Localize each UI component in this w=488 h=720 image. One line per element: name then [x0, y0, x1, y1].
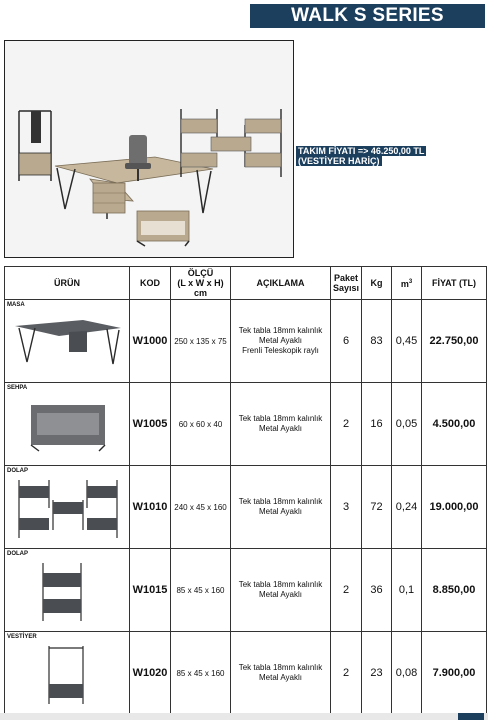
series-title-banner [250, 4, 485, 28]
table-header-row [5, 267, 487, 300]
header-volume [392, 267, 422, 300]
coat-stand-thumbnail [13, 644, 123, 706]
table-row [5, 383, 487, 466]
weight-kg: 72 [362, 466, 392, 549]
package-count: 3 [331, 466, 362, 549]
product-code: W1010 [130, 466, 171, 549]
product-dimensions: 60 x 60 x 40 [171, 383, 231, 466]
series-title: WALK S SERIES [291, 5, 444, 26]
table-row [5, 549, 487, 632]
product-code: W1020 [130, 632, 171, 715]
volume-m3: 0,24 [392, 466, 422, 549]
product-code: W1015 [130, 549, 171, 632]
description-line: Frenli Teleskopik raylı [242, 346, 319, 355]
description-line: Tek tabla 18mm kalınlık [238, 414, 323, 423]
weight-kg: 16 [362, 383, 392, 466]
product-dimensions: 250 x 135 x 75 [171, 300, 231, 383]
product-code: W1000 [130, 300, 171, 383]
table-row [5, 300, 487, 383]
set-price-note [296, 146, 446, 166]
product-description [231, 300, 331, 383]
cabinet-thumbnail [13, 561, 123, 623]
page-number-tab [458, 713, 484, 720]
header-description: AÇIKLAMA [231, 267, 331, 300]
description-line: Metal Ayaklı [259, 424, 302, 433]
product-name: SEHPA [7, 385, 28, 391]
price-tl: 19.000,00 [422, 466, 487, 549]
volume-m3: 0,45 [392, 300, 422, 383]
price-tl: 22.750,00 [422, 300, 487, 383]
product-dimensions: 85 x 45 x 160 [171, 632, 231, 715]
price-tl: 7.900,00 [422, 632, 487, 715]
product-name: VESTİYER [7, 634, 37, 640]
product-dimensions: 85 x 45 x 160 [171, 549, 231, 632]
weight-kg: 83 [362, 300, 392, 383]
weight-kg: 23 [362, 632, 392, 715]
set-price-line: TAKIM FİYATI => 46.250,00 TL [298, 146, 425, 156]
set-price-exclusion: (VESTİYER HARİÇ) [298, 156, 380, 166]
product-code: W1005 [130, 383, 171, 466]
product-name: DOLAP [7, 551, 28, 557]
furniture-set-photo [4, 40, 294, 258]
package-count: 2 [331, 632, 362, 715]
header-weight: Kg [362, 267, 392, 300]
description-line: Metal Ayaklı [259, 507, 302, 516]
header-packages [331, 267, 362, 300]
price-table [4, 266, 487, 715]
product-description [231, 632, 331, 715]
header-price: FİYAT (TL) [422, 267, 487, 300]
volume-m3: 0,08 [392, 632, 422, 715]
product-description [231, 466, 331, 549]
table-row [5, 466, 487, 549]
product-description [231, 549, 331, 632]
header-packages-line1: Paket [333, 273, 359, 283]
product-cell [5, 383, 130, 466]
volume-m3: 0,05 [392, 383, 422, 466]
price-tl: 8.850,00 [422, 549, 487, 632]
header-product: ÜRÜN [5, 267, 130, 300]
description-line: Metal Ayaklı [259, 673, 302, 682]
package-count: 2 [331, 549, 362, 632]
product-cell [5, 632, 130, 715]
package-count: 6 [331, 300, 362, 383]
header-size-title: ÖLÇÜ [187, 268, 214, 278]
shelving-thumbnail [13, 478, 123, 540]
table-row [5, 632, 487, 715]
description-line: Tek tabla 18mm kalınlık [238, 663, 323, 672]
header-size-units: (L x W x H) cm [177, 278, 224, 298]
coffee-table-thumbnail [13, 395, 123, 457]
volume-m3: 0,1 [392, 549, 422, 632]
description-line: Tek tabla 18mm kalınlık [238, 580, 323, 589]
header-packages-line2: Sayısı [332, 283, 360, 293]
price-tl: 4.500,00 [422, 383, 487, 466]
header-code: KOD [130, 267, 171, 300]
product-name: DOLAP [7, 468, 28, 474]
page-footer-bar [0, 713, 488, 720]
description-line: Tek tabla 18mm kalınlık [238, 326, 323, 335]
product-dimensions: 240 x 45 x 160 [171, 466, 231, 549]
header-size [171, 267, 231, 300]
product-cell [5, 549, 130, 632]
product-cell [5, 466, 130, 549]
package-count: 2 [331, 383, 362, 466]
weight-kg: 36 [362, 549, 392, 632]
header-volume-base: m [400, 279, 409, 289]
description-line: Tek tabla 18mm kalınlık [238, 497, 323, 506]
desk-thumbnail [13, 312, 123, 374]
product-name: MASA [7, 302, 25, 308]
description-line: Metal Ayaklı [259, 590, 302, 599]
product-cell [5, 300, 130, 383]
product-description [231, 383, 331, 466]
header-volume-exp: 3 [408, 279, 413, 285]
description-line: Metal Ayaklı [259, 336, 302, 345]
